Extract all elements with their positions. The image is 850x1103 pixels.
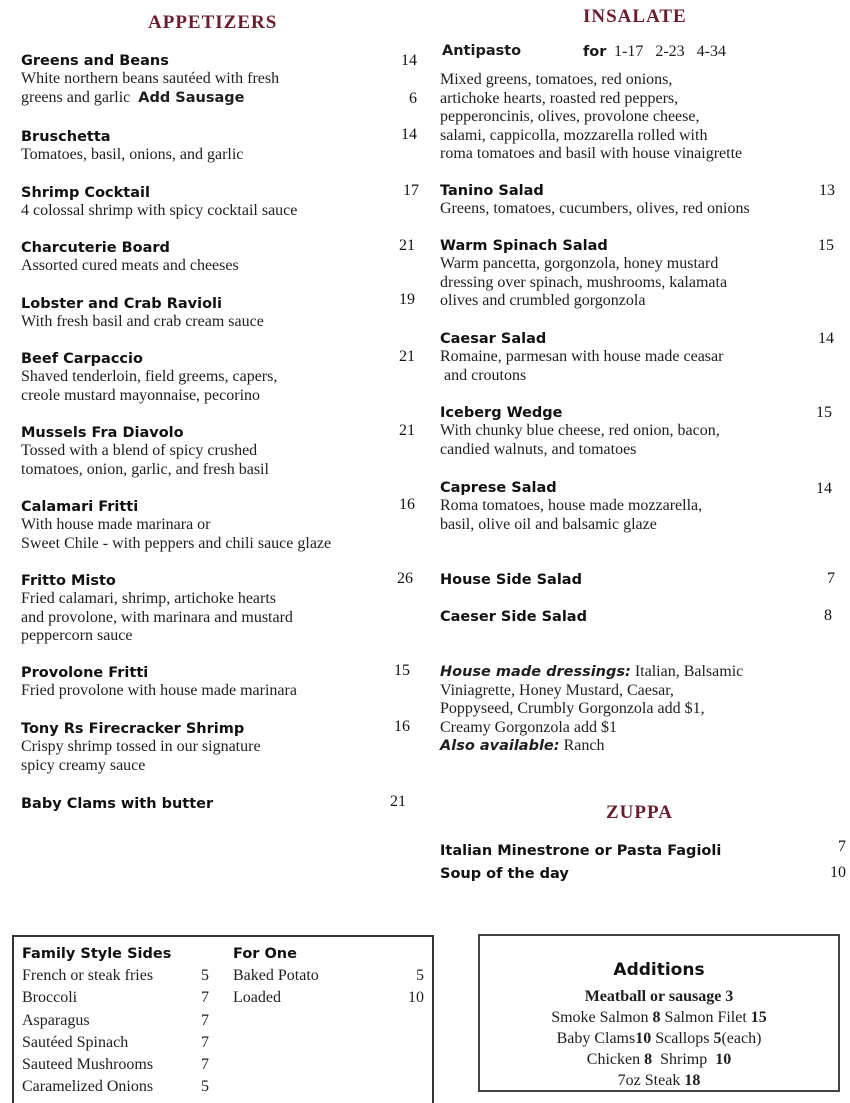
item-price: 10 — [830, 864, 846, 881]
item-name: Baby Clams with butter — [21, 796, 214, 812]
item-name: Lobster and Crab Ravioli — [21, 296, 222, 312]
add-sausage-label: Add Sausage — [138, 89, 245, 106]
item-name: Bruschetta — [21, 129, 111, 145]
desc-line: With chunky blue cheese, red onion, bacon, — [440, 422, 720, 439]
item-desc: Shaved tenderloin, field greems, capers, — [21, 368, 278, 385]
item-price: 16 — [394, 718, 410, 735]
item-desc-line2: Sweet Chile - with peppers and chili sauce glaze — [21, 534, 332, 552]
item-desc: Fried provolone with house made marinara — [21, 682, 297, 699]
item-name: Soup of the day — [440, 866, 569, 882]
desc-line: candied walnuts, and tomatoes — [440, 440, 637, 458]
item-price: 21 — [399, 422, 415, 439]
additions-line-chicken: Chicken 8 Shrimp 10 — [586, 1051, 732, 1068]
desc-line: Creamy Gorgonzola add $1 — [440, 718, 617, 736]
sides-box — [12, 935, 434, 1103]
addon-price: 6 — [409, 90, 417, 107]
desc-line: and croutons — [440, 366, 527, 384]
menu-item-greens-and-beans — [21, 52, 401, 107]
item-desc: Crispy shrimp tossed in our signature — [21, 738, 261, 755]
menu-item-charcuterie-board — [21, 239, 401, 276]
side-price: 10 — [408, 989, 424, 1006]
side-item: Baked Potato — [233, 967, 319, 984]
menu-item-shrimp-cocktail — [21, 184, 401, 221]
item-name: Caeser Side Salad — [440, 609, 587, 625]
item-price: 15 — [394, 662, 410, 679]
menu-item-warm-spinach-salad — [440, 237, 810, 311]
item-desc-line2: creole mustard mayonnaise, pecorino — [21, 386, 261, 404]
item-price: 17 — [403, 182, 419, 199]
house-dressings-note — [440, 663, 810, 756]
menu-item-calamari-fritti — [21, 498, 411, 553]
item-name: Italian Minestrone or Pasta Fagioli — [440, 843, 722, 859]
item-price: 15 — [816, 404, 832, 421]
desc-line: olives and crumbled gorgonzola — [440, 292, 646, 309]
item-price: 26 — [397, 570, 413, 587]
desc-line: roma tomatoes and basil with house vinaigrette — [440, 145, 743, 162]
antipasto-sizes: 1-17 2-23 4-34 — [614, 43, 726, 60]
item-desc: Assorted cured meats and cheeses — [21, 257, 239, 274]
additions-line-clams: Baby Clams10 Scallops 5(each) — [556, 1030, 762, 1047]
desc-line: Romaine, parmesan with house made ceasar — [440, 348, 724, 365]
menu-item-house-side-salad — [440, 571, 810, 589]
additions-line-salmon: Smoke Salmon 8 Salmon Filet 15 — [551, 1009, 767, 1026]
insalate-title: INSALATE — [583, 6, 687, 27]
menu-item-mussels-fra-diavolo — [21, 424, 401, 479]
item-name: Shrimp Cocktail — [21, 185, 150, 201]
menu-item-caeser-side-salad — [440, 608, 810, 626]
side-price: 7 — [201, 1034, 209, 1051]
for-one-title: For One — [233, 946, 297, 962]
item-price: 13 — [819, 182, 835, 199]
side-price: 7 — [201, 1056, 209, 1073]
menu-item-firecracker-shrimp — [21, 720, 401, 775]
zuppa-title: ZUPPA — [606, 802, 673, 823]
side-item: French or steak fries — [22, 967, 154, 984]
item-price: 21 — [399, 237, 415, 254]
menu-item-fritto-misto — [21, 572, 401, 646]
menu-item-caprese-salad — [440, 479, 810, 534]
side-item: Asparagus — [22, 1012, 90, 1029]
item-desc: Tomatoes, basil, onions, and garlic — [21, 146, 244, 163]
desc-line: Poppyseed, Crumbly Gorgonzola add $1, — [440, 700, 705, 717]
item-name: Tony Rs Firecracker Shrimp — [21, 721, 245, 737]
item-price: 14 — [816, 480, 832, 497]
side-item: Broccoli — [22, 989, 78, 1006]
menu-item-caesar-salad — [440, 330, 810, 385]
item-name: Warm Spinach Salad — [440, 238, 608, 254]
menu-item-beef-carpaccio — [21, 350, 401, 405]
item-price: 19 — [399, 291, 415, 308]
side-item: Sauteed Mushrooms — [22, 1056, 154, 1073]
item-desc-line2: spicy creamy sauce — [21, 756, 146, 774]
desc-line: basil, olive oil and balsamic glaze — [440, 515, 657, 533]
item-name: Caesar Salad — [440, 331, 547, 347]
desc-line: Mixed greens, tomatoes, red onions, — [440, 71, 673, 88]
also-available-label: Also available: — [440, 738, 560, 754]
item-desc: Tossed with a blend of spicy crushed — [21, 442, 258, 459]
additions-line-meatball: Meatball or sausage 3 — [584, 988, 734, 1005]
item-price: 21 — [390, 793, 406, 810]
item-price: 16 — [399, 496, 415, 513]
additions-lines — [480, 986, 838, 1091]
desc-line: salami, cappicolla, mozzarella rolled with — [440, 126, 708, 144]
item-price: 14 — [401, 126, 417, 143]
item-price: 8 — [824, 607, 832, 624]
side-price: 5 — [416, 967, 424, 984]
menu-item-soup-of-the-day — [440, 865, 810, 883]
desc-line: Warm pancetta, gorgonzola, honey mustard — [440, 255, 719, 272]
additions-line-steak: 7oz Steak 18 — [617, 1072, 701, 1089]
menu-item-bruschetta — [21, 128, 401, 165]
item-price: 15 — [818, 237, 834, 254]
desc-line: Roma tomatoes, house made mozzarella, — [440, 497, 703, 514]
item-name: Fritto Misto — [21, 573, 116, 589]
item-desc: White northern beans sautéed with fresh — [21, 70, 280, 87]
side-item: Sautéed Spinach — [22, 1034, 129, 1051]
item-name: Calamari Fritti — [21, 499, 139, 515]
item-desc-line2: and provolone, with marinara and mustard — [21, 608, 293, 626]
antipasto-for-label: for — [583, 44, 607, 60]
dressings-line1: House made dressings: Italian, Balsamic — [440, 663, 744, 680]
appetizers-title: APPETIZERS — [148, 12, 278, 33]
item-price: 7 — [827, 570, 835, 587]
desc-line: artichoke hearts, roasted red peppers, — [440, 89, 679, 107]
item-name: Tanino Salad — [440, 183, 544, 199]
item-desc-line2: tomatoes, onion, garlic, and fresh basil — [21, 460, 269, 478]
family-sides-title: Family Style Sides — [22, 946, 172, 962]
menu-item-baby-clams — [21, 795, 401, 813]
desc-line: Viniagrette, Honey Mustard, Caesar, — [440, 681, 674, 699]
antipasto-desc — [440, 71, 810, 164]
item-desc-line2: greens and garlic Add Sausage — [21, 88, 245, 106]
item-name: House Side Salad — [440, 572, 582, 588]
item-price: 21 — [399, 348, 415, 365]
item-price: 7 — [838, 838, 846, 855]
item-desc: Fried calamari, shrimp, artichoke hearts — [21, 590, 277, 607]
item-price: 14 — [818, 330, 834, 347]
item-name: Provolone Fritti — [21, 665, 149, 681]
side-price: 5 — [201, 967, 209, 984]
dressings-label: House made dressings: — [440, 664, 631, 680]
side-price: 5 — [201, 1078, 209, 1095]
item-name: Greens and Beans — [21, 53, 169, 69]
side-price: 7 — [201, 989, 209, 1006]
item-name: Beef Carpaccio — [21, 351, 143, 367]
item-name: Mussels Fra Diavolo — [21, 425, 184, 441]
desc-line: pepperoncinis, olives, provolone cheese, — [440, 108, 700, 125]
desc-line: Greens, tomatoes, cucumbers, olives, red onions — [440, 200, 750, 217]
side-price: 7 — [201, 1012, 209, 1029]
menu-item-tanino-salad — [440, 182, 810, 219]
desc-line: dressing over spinach, mushrooms, kalamata — [440, 273, 728, 291]
side-item: Loaded — [233, 989, 281, 1006]
item-desc: With fresh basil and crab cream sauce — [21, 313, 264, 330]
item-name: Caprese Salad — [440, 480, 557, 496]
additions-title: Additions — [613, 960, 705, 980]
menu-item-lobster-crab-ravioli — [21, 295, 401, 332]
item-price: 14 — [401, 52, 417, 69]
additions-box — [478, 934, 840, 1092]
item-desc: 4 colossal shrimp with spicy cocktail sauce — [21, 202, 298, 219]
menu-item-minestrone — [440, 842, 810, 860]
also-available-line: Also available: Ranch — [440, 737, 605, 754]
menu-item-provolone-fritti — [21, 664, 401, 701]
antipasto-name: Antipasto — [442, 43, 522, 59]
item-desc-line3: peppercorn sauce — [21, 627, 133, 644]
side-item: Caramelized Onions — [22, 1078, 154, 1095]
item-name: Iceberg Wedge — [440, 405, 563, 421]
item-name: Charcuterie Board — [21, 240, 170, 256]
item-desc: With house made marinara or — [21, 516, 211, 533]
menu-item-iceberg-wedge — [440, 404, 810, 459]
